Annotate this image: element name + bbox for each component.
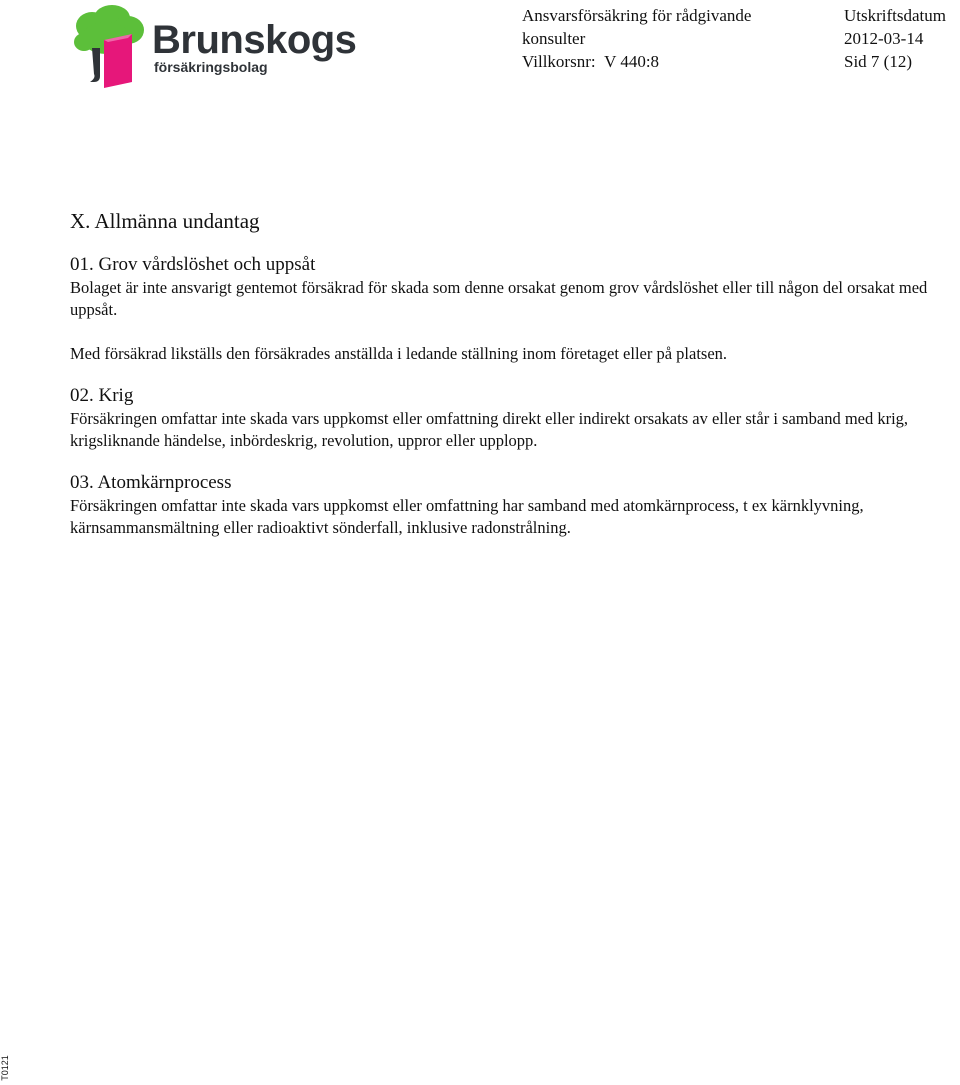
tree-logo-icon (70, 4, 150, 90)
terms-value: V 440:8 (604, 52, 660, 71)
page-header (0, 0, 960, 100)
clause-01 (70, 253, 930, 365)
doc-title-line2: konsulter (522, 29, 586, 48)
document-info (522, 4, 751, 73)
print-date: 2012-03-14 (844, 29, 924, 48)
terms-label: Villkorsnr: (522, 52, 596, 71)
company-logo (70, 4, 357, 90)
page-number: Sid 7 (12) (844, 52, 912, 71)
clause-heading: 02. Krig (70, 385, 134, 406)
logo-name: Brunskogs (152, 18, 357, 62)
terms-number (522, 50, 751, 73)
section-title: X. Allmänna undantag (70, 209, 260, 233)
logo-subtitle: försäkringsbolag (154, 59, 268, 75)
clause-paragraph: Med försäkrad likställs den försäkrades anställda i ledande ställning inom företaget eller på platsen. (70, 344, 728, 363)
form-code (0, 1055, 14, 1085)
clause-paragraph: Försäkringen omfattar inte skada vars uppkomst eller omfattning har samband med atomkärnprocess, t ex kärnklyvning, kärnsammansmältning eller radioaktivt sönderfall, inklusive radonstrålning. (70, 496, 864, 537)
doc-title-line1: Ansvarsförsäkring för rådgivande (522, 6, 752, 25)
form-code-text: T0121 (0, 1055, 10, 1081)
clause-heading: 03. Atomkärnprocess (70, 472, 232, 493)
clause-paragraph: Försäkringen omfattar inte skada vars uppkomst eller omfattning direkt eller indirekt orsakats av eller står i samband med krig, krigsliknande händelse, inbördeskrig, revolution, uppror eller upplopp. (70, 409, 909, 450)
clause-paragraph: Bolaget är inte ansvarigt gentemot försäkrad för skada som denne orsakat genom grov vårdslöshet eller till någon del orsakat med uppsåt. (70, 278, 928, 319)
clause-03 (70, 471, 930, 539)
document-body (70, 207, 930, 558)
print-date-label: Utskriftsdatum (844, 6, 946, 25)
clause-heading: 01. Grov vårdslöshet och uppsåt (70, 254, 316, 275)
print-info (844, 4, 946, 73)
clause-02 (70, 384, 930, 452)
